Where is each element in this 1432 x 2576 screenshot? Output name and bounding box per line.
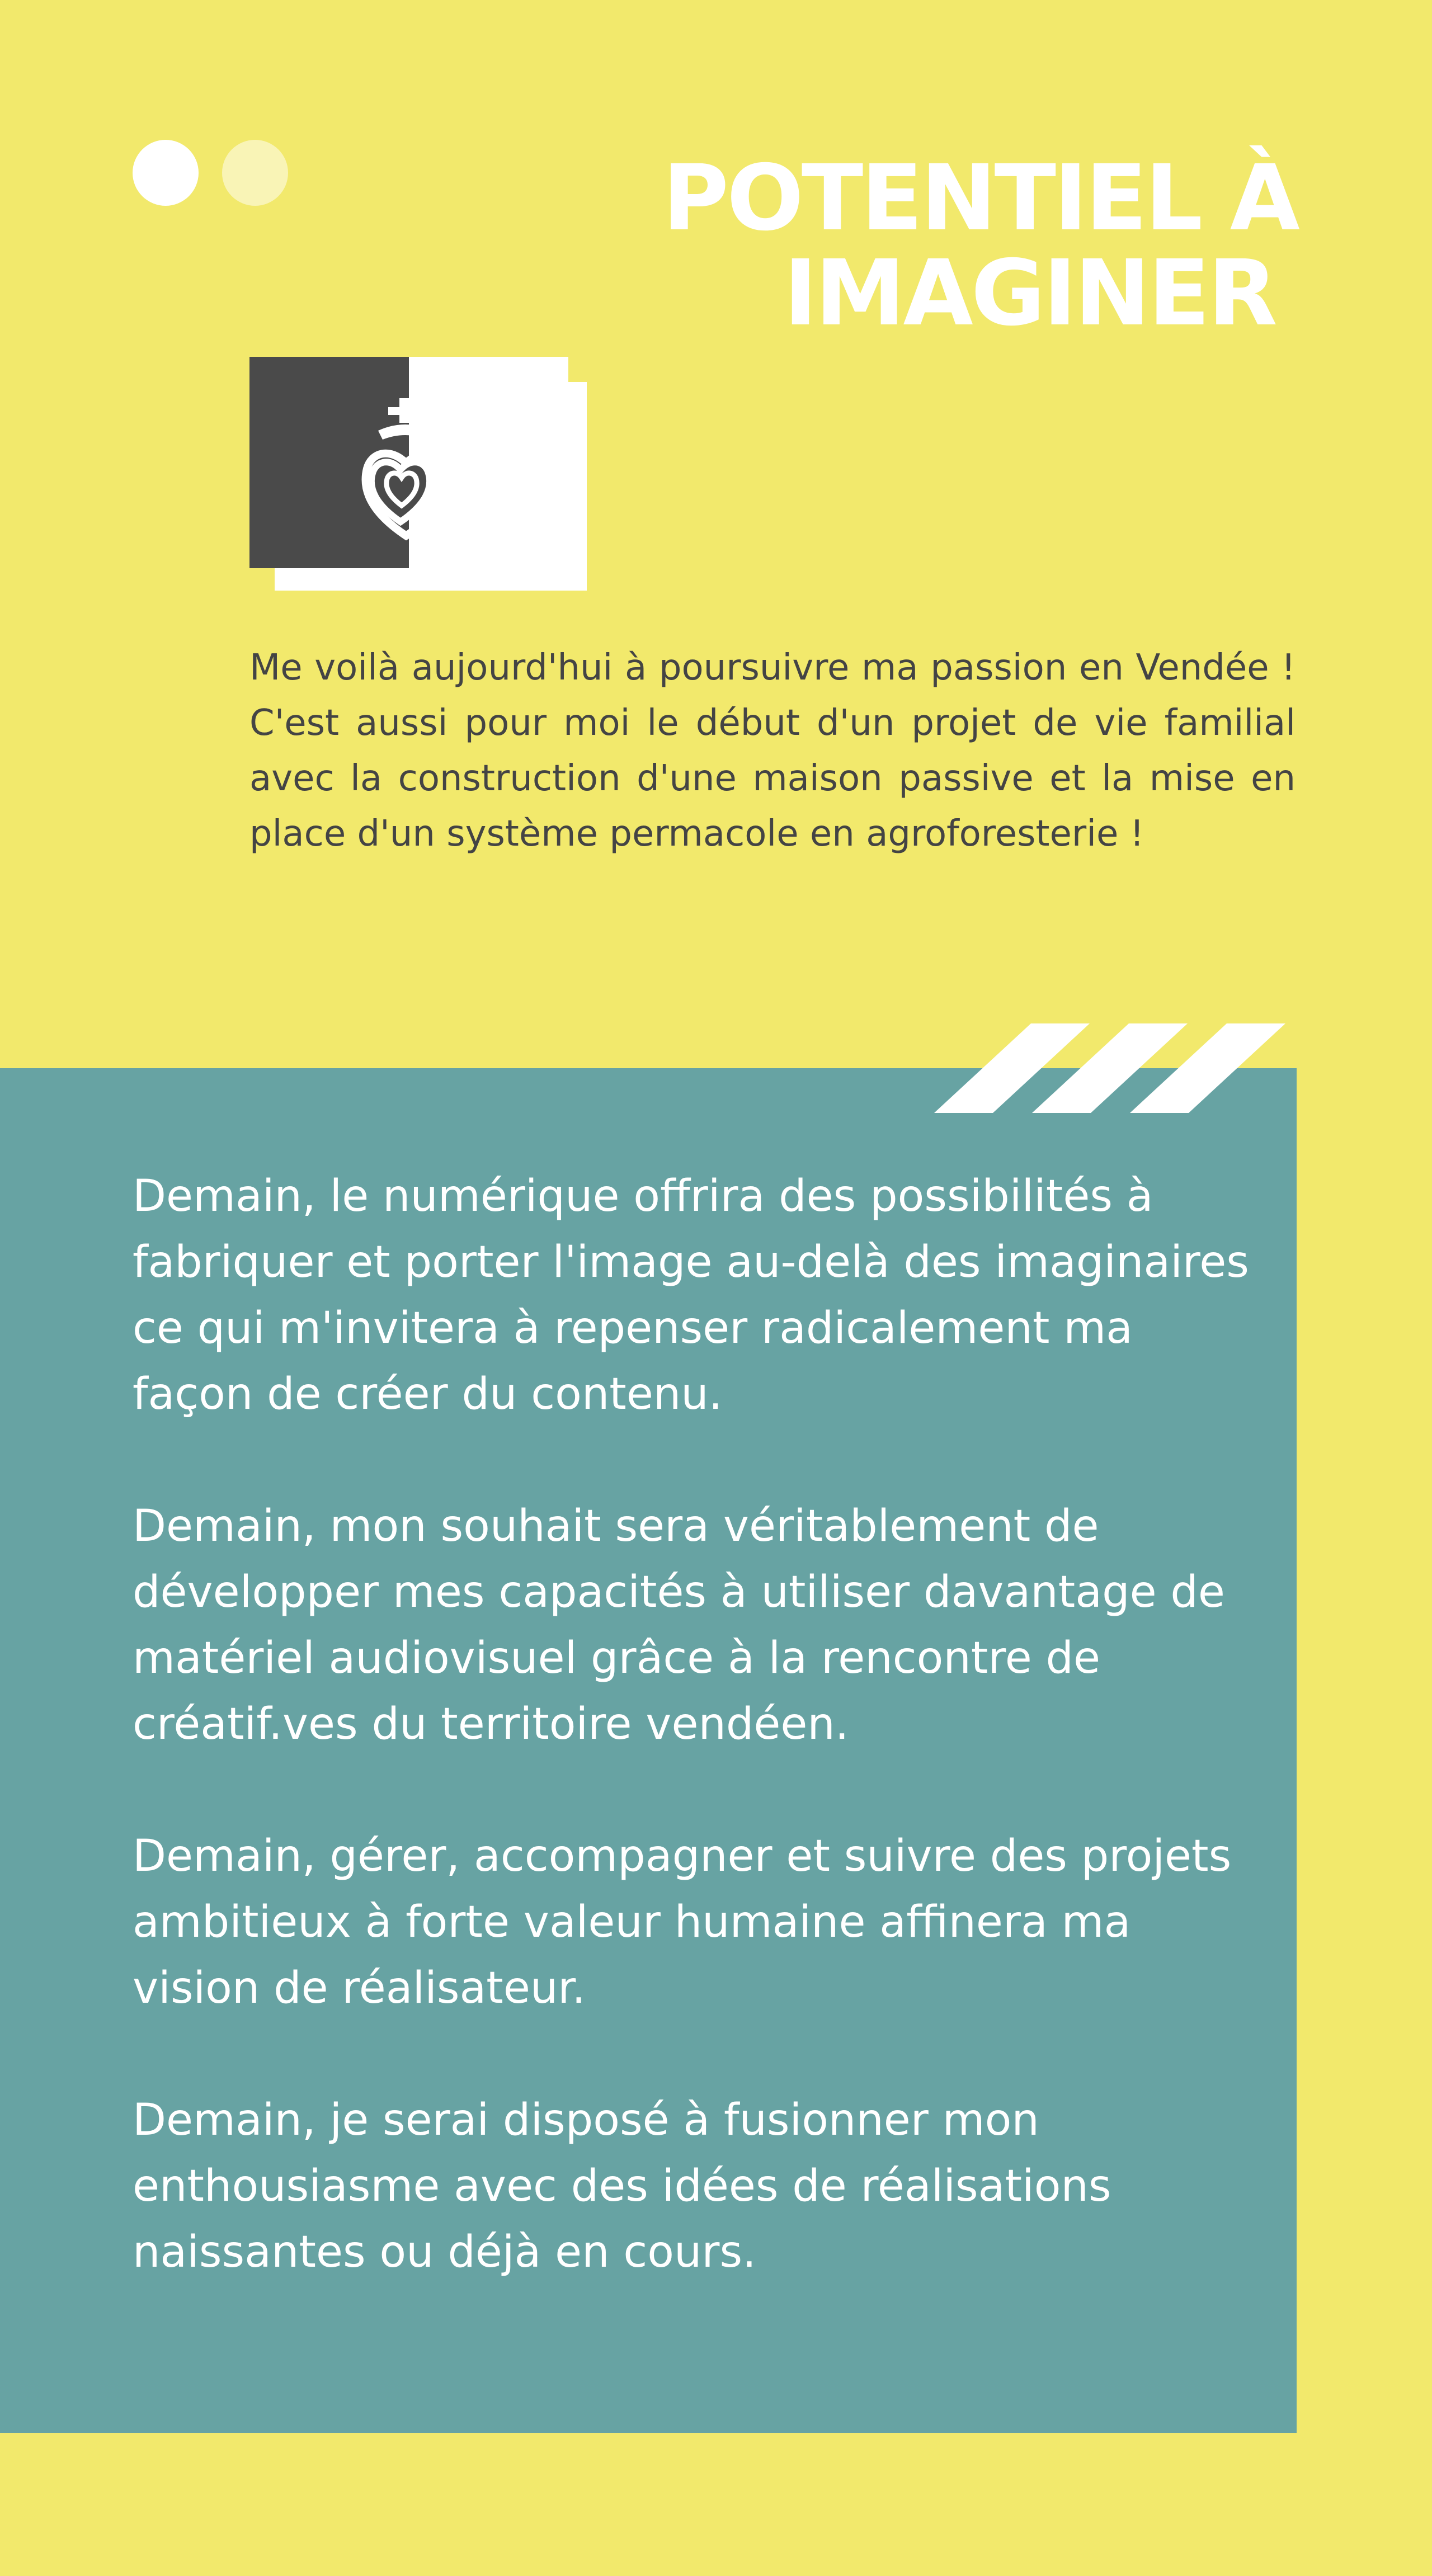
panel-text: [133, 1163, 1251, 2285]
vendee-heart-icon: [339, 396, 473, 541]
logo: [249, 357, 587, 591]
page-title: [515, 146, 1298, 346]
panel-paragraph-4: Demain, je serai disposé à fusionner mon enthousiasme avec des idées de réalisations naissantes ou déjà en cours.: [133, 2095, 1111, 2277]
page-title-line-1: POTENTIEL À: [662, 146, 1298, 251]
decorative-dot: [133, 140, 199, 206]
logo-card: [249, 357, 568, 568]
panel-paragraph-3: Demain, gérer, accompagner et suivre des projets ambitieux à forte valeur humaine affinera ma vision de réalisateur.: [133, 1831, 1232, 2013]
page-title-line-2: IMAGINER: [783, 241, 1275, 346]
intro-text: Me voilà aujourd'hui à poursuivre ma passion en Vendée ! C'est aussi pour moi le début d'un projet de vie familial avec la construction d'une maison passive et la mise en place d'un système permacole en agroforesterie !: [249, 647, 1296, 855]
stripes-decoration: [934, 1023, 1315, 1113]
panel-paragraph-2: Demain, mon souhait sera véritablement de développer mes capacités à utiliser davantage de matériel audiovisuel grâce à la rencontre de créatif.ves du territoire vendéen.: [133, 1501, 1225, 1749]
decorative-dot-faded: [222, 140, 288, 206]
panel-paragraph-1: Demain, le numérique offrira des possibilités à fabriquer et porter l'image au-delà des imaginaires ce qui m'invitera à repenser radicalement ma façon de créer du contenu.: [133, 1171, 1249, 1419]
